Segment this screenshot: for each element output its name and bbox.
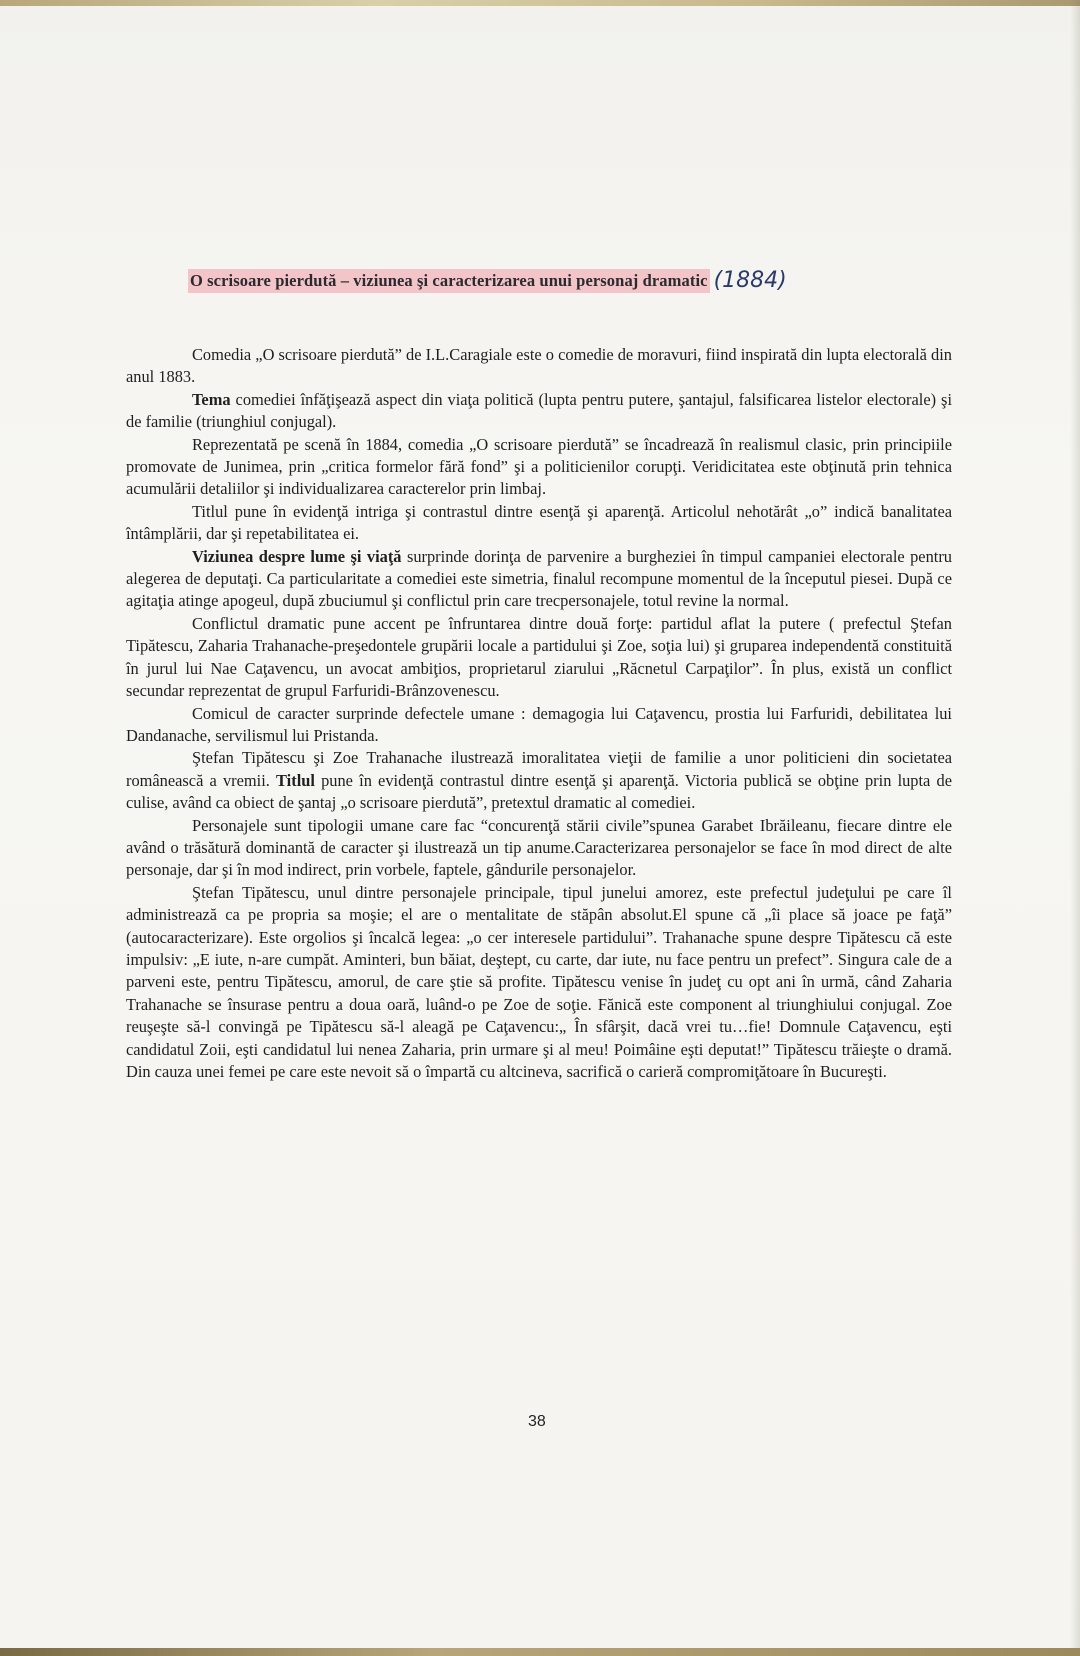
paragraph-text: Comicul de caracter surprinde defectele umane : demagogia lui Caţavencu, prostia lui Farfuridi, debilitatea lui Dandanache, servilismul lui Pristanda.: [126, 703, 952, 745]
paragraph-text: comediei înfăţişează aspect din viaţa politică (lupta pentru putere, şantajul, falsificarea listelor electorale) şi de familie (triunghiul conjugal).: [126, 389, 952, 432]
paragraph-text: Personajele sunt tipologii umane care fac “concurenţă stării civile”spunea Garabet Ibrăileanu, fiecare dintre ele având o trăsătură dominantă de caracter şi ilustrează un tip anume.Caracterizarea personajelor se face în mod direct de alte personaje, dar şi în mod indirect, prin vorbele, faptele, gândurile personajelor.: [126, 815, 952, 880]
paragraph-text: Titlul pune în evidenţă intriga şi contrastul dintre esenţă şi aparenţă. Articolul nehotărât „o” indică banalitatea întâmplării, dar şi repetabilitatea ei.: [126, 501, 952, 544]
paragraph-text: Conflictul dramatic pune accent pe înfruntarea dintre două forţe: partidul aflat la putere ( prefectul Ştefan Tipătescu, Zaharia Trahanache-preşedontele grupării locale a partidului şi Zoe, soţia lui) şi gruparea independentă constituită în jurul lui Nae Caţavencu, un avocat ambiţios, proprietarul ziarului „Răcnetul Carpaţilor”. În plus, există un conflict secundar reprezentat de grupul Farfuridi-Brânzovenescu.: [126, 613, 952, 701]
paragraph-text: surprinde dorinţa de parvenire a burgheziei în timpul campaniei electorale pentru alegerea de deputaţi. Ca particularitate a comediei este simetria, finalul recompune momentul de la începutul piesei. După ce agitaţia atinge apogeul, după zbuciumul şi conflictul prin care trecpersonajele, totul revine la normal.: [126, 546, 952, 611]
paragraph: [126, 501, 952, 546]
document-title: O scrisoare pierdută – viziunea şi caracterizarea unui personaj dramatic: [188, 269, 710, 293]
document-body: [126, 344, 952, 1083]
paragraph-text: Ştefan Tipătescu, unul dintre personajele principale, tipul junelui amorez, este prefectul judeţului pe care îl administrează ca pe propria sa moşie; el are o mentalitate de stăpân absolut.El spune că „îi place să joace pe faţă” (autocaracterizare). Este orgolios şi încalcă legea: „o cer interesele partidului”. Trahanache spune despre Tipătescu că este impulsiv: „E iute, n-are cumpăt. Aminteri, bun băiat, deştept, cu carte, dar iute, nu face pentru un prefect”. Singura cale de a parveni este, pentru Tipătescu, amorul, de care ştie să profite. Tipătescu venise în judeţ cu opt ani în urmă, când Zaharia Trahanache se însurase pentru a doua oară, luând-o pe Zoe de soţie. Fănică este component al triunghiului conjugal. Zoe reuşeşte să-l convingă pe Tipătescu să-l aleagă pe Caţavencu:„ În sfârşit, dacă vrei tu…fie! Domnule Caţavencu, eşti candidatul Zoii, eşti candidatul lui nenea Zaharia, prin urmare şi al meu! Poimâine eşti deputat!” Tipătescu trăieşte o dramă. Din cauza unei femei pe care este nevoit să o împartă cu altcineva, sacrifică o carieră compromiţătoare în Bucureşti.: [126, 882, 952, 1081]
paragraph: [126, 344, 952, 389]
paragraph: [126, 434, 952, 501]
paragraph-text: Ştefan Tipătescu şi Zoe Trahanache ilustrează imoralitatea vieţii de familie a unor politicieni din societatea românească a vremii.: [126, 748, 952, 790]
paragraph: [126, 815, 952, 882]
page-number: 38: [528, 1413, 546, 1430]
paragraph: [126, 882, 952, 1084]
paragraph-text: Reprezentată pe scenă în 1884, comedia „O scrisoare pierdută” se încadrează în realismul clasic, prin principiile promovate de Junimea, prin „critica formelor fără fond” şi a politicienilor corupţi. Veridicitatea este obţinută prin tehnica acumulării detaliilor şi individualizarea caracterelor prin limbaj.: [126, 434, 952, 499]
paragraph: [126, 389, 952, 434]
title-row: [188, 268, 787, 293]
paragraph: [126, 546, 952, 613]
handwritten-year-note: (1884): [713, 268, 787, 293]
page-right-shadow: [1070, 0, 1080, 1656]
paragraph: [126, 613, 952, 703]
paragraph: [126, 747, 952, 814]
paragraph-text: Comedia „O scrisoare pierdută” de I.L.Caragiale este o comedie de moravuri, fiind inspirată din lupta electorală din anul 1883.: [126, 345, 952, 387]
bold-keyword: Titlul: [276, 770, 315, 790]
bold-keyword: Viziunea despre lume şi viaţă: [192, 546, 402, 566]
paragraph-text: pune în evidenţă contrastul dintre esenţă şi aparenţă. Victoria publică se obţine prin lupta de culise, având ca obiect de şantaj „o scrisoare pierdută”, pretextul dramatic al comediei.: [126, 770, 952, 813]
paragraph: [126, 703, 952, 748]
page-bottom-edge: [0, 1648, 1080, 1656]
page-top-edge: [0, 0, 1080, 6]
bold-keyword: Tema: [192, 389, 231, 409]
